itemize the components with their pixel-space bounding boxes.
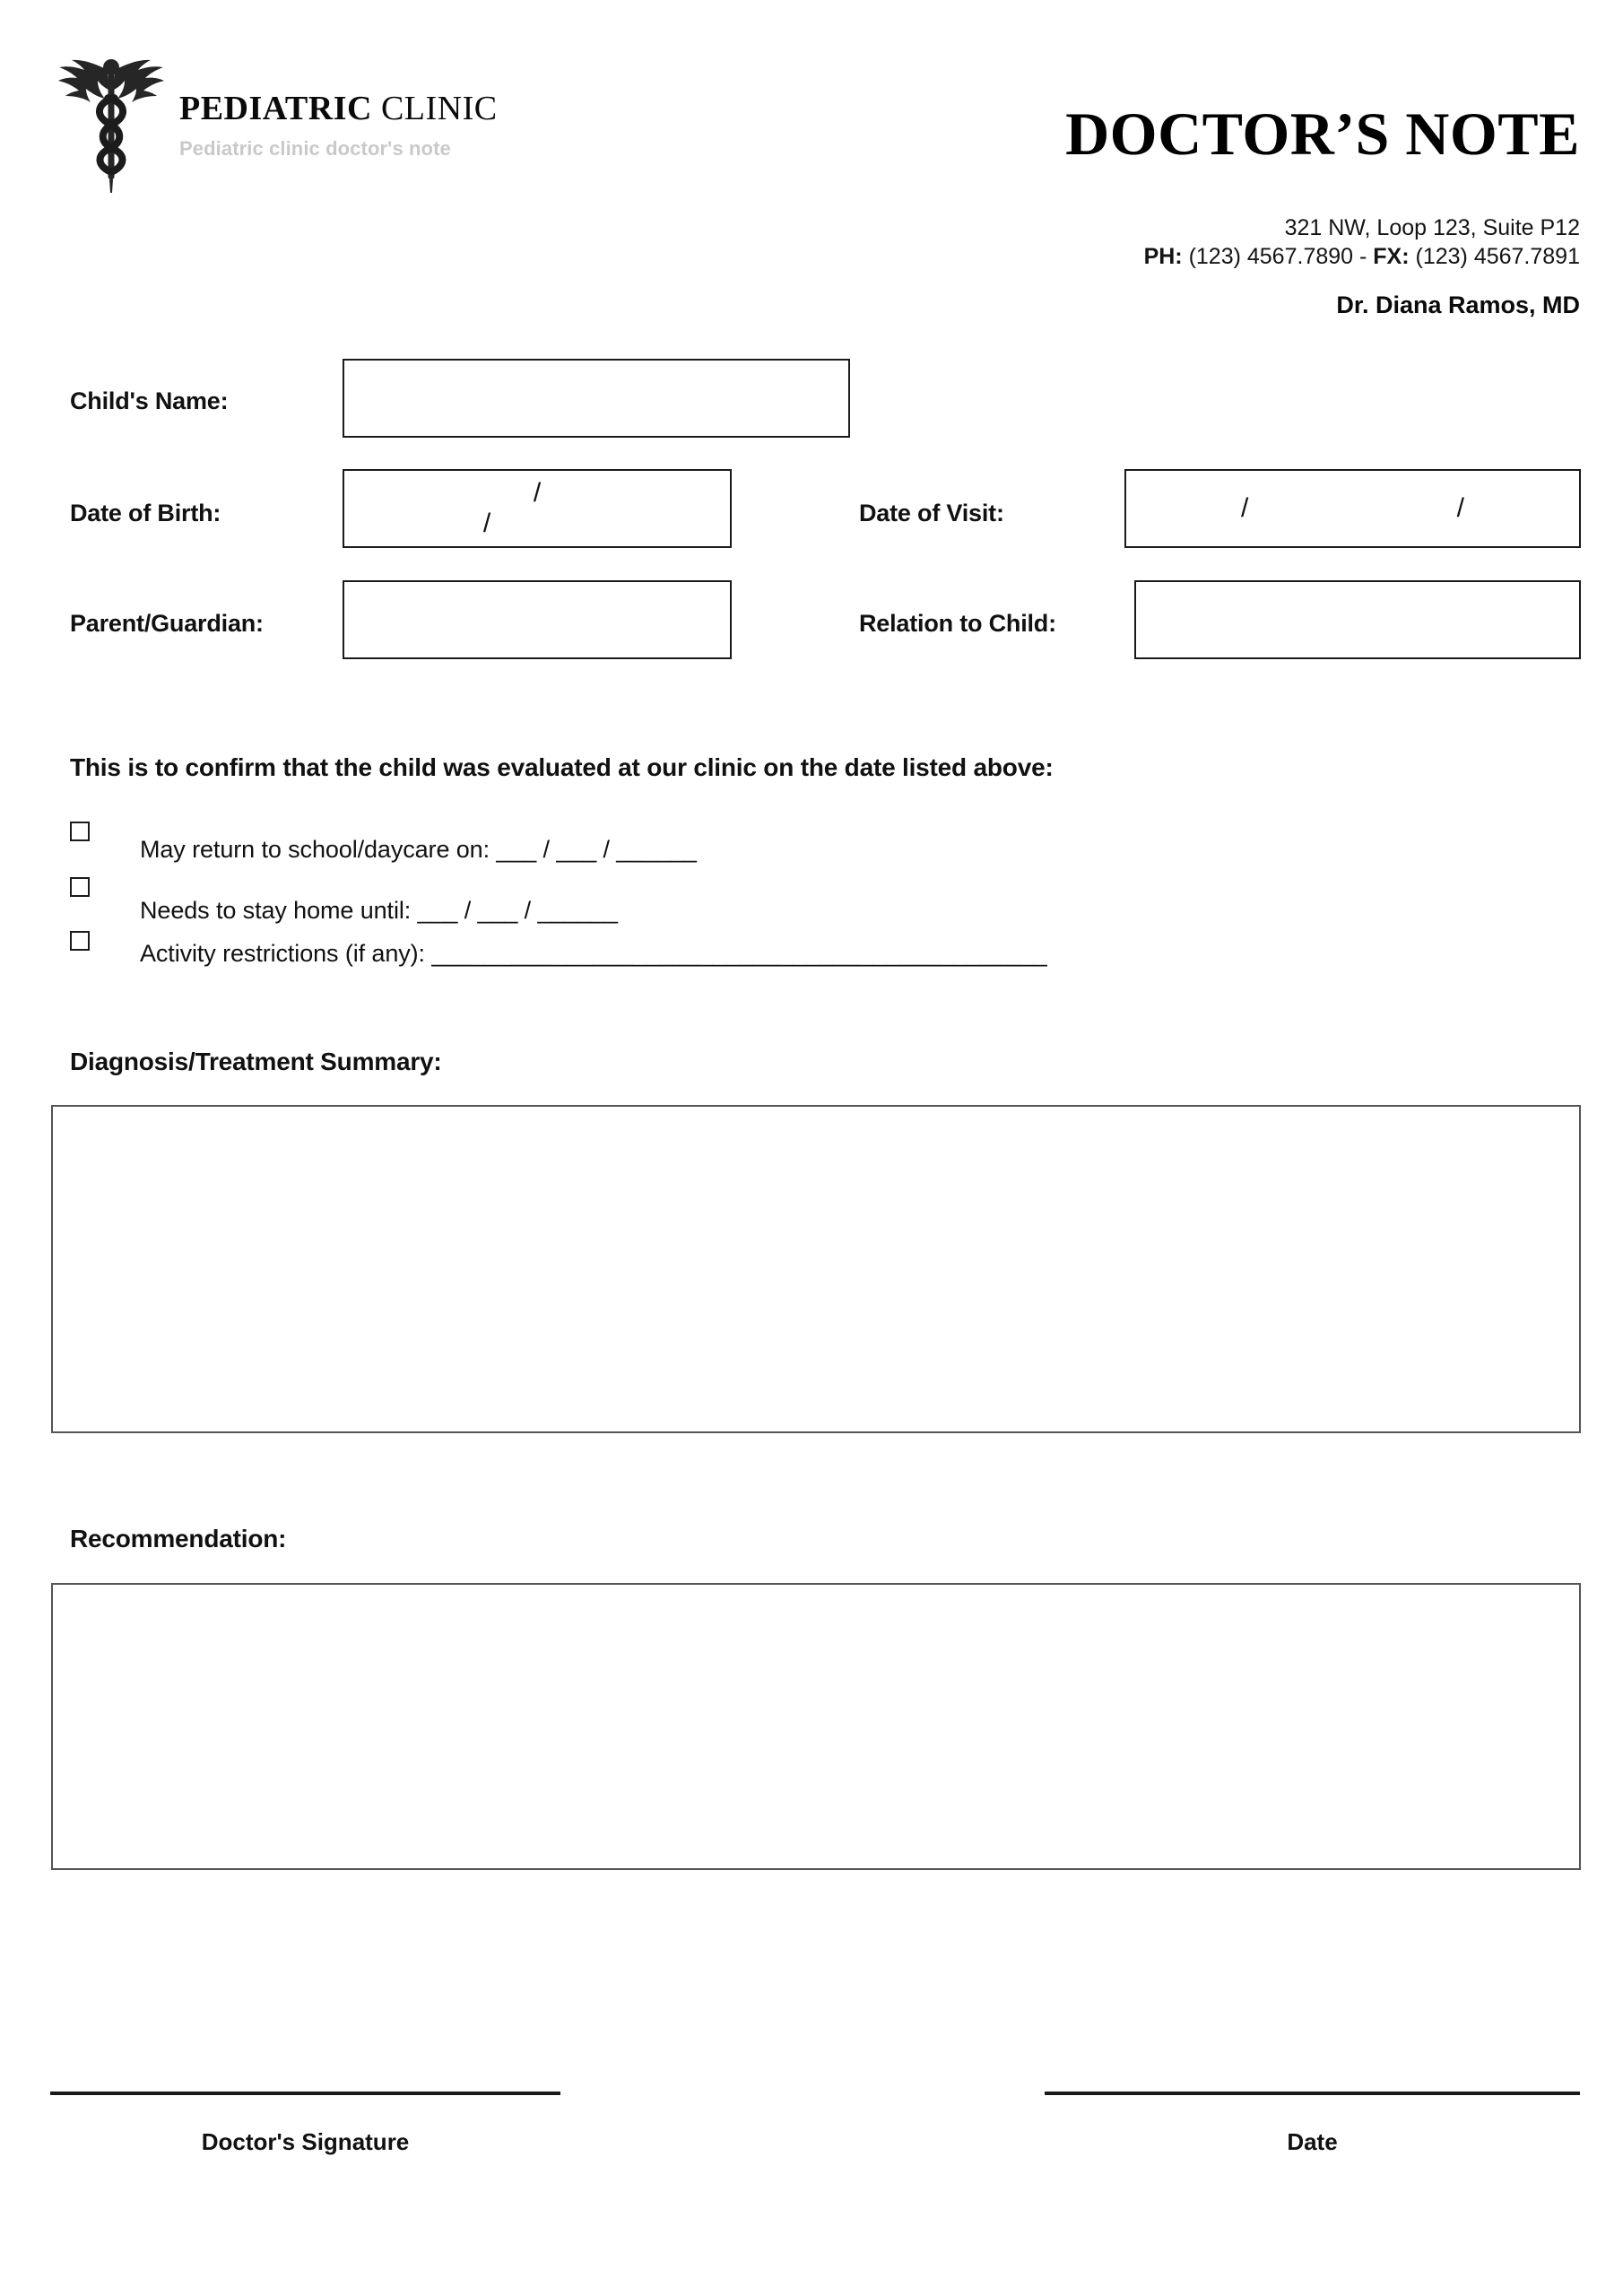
parent-guardian-label: Parent/Guardian: bbox=[70, 610, 264, 637]
document-header bbox=[0, 0, 1623, 341]
clinic-name bbox=[179, 91, 610, 126]
recommendation-heading: Recommendation: bbox=[70, 1525, 287, 1552]
child-name-label: Child's Name: bbox=[70, 387, 229, 414]
caduceus-icon bbox=[57, 47, 165, 197]
confirmation-statement: This is to confirm that the child was evaluated at our clinic on the date listed above: bbox=[70, 753, 1054, 781]
clinic-name-strong: PEDIATRIC bbox=[179, 90, 372, 127]
date-of-visit-label: Date of Visit: bbox=[859, 500, 1004, 526]
page-title: DOCTOR’S NOTE bbox=[1065, 100, 1580, 168]
phone-value: (123) 4567.7890 - bbox=[1182, 244, 1374, 269]
checkbox-label: Needs to stay home until: ___ / ___ / ______ bbox=[140, 897, 618, 924]
date-signature-line[interactable] bbox=[1045, 2092, 1580, 2095]
relation-to-child-input[interactable] bbox=[1134, 580, 1581, 659]
clinic-phone-fax bbox=[1144, 242, 1580, 271]
dob-slash-hints: / / bbox=[482, 478, 642, 538]
date-of-birth-label: Date of Birth: bbox=[70, 500, 221, 526]
checkbox-icon[interactable] bbox=[70, 931, 90, 951]
fax-value: (123) 4567.7891 bbox=[1409, 244, 1580, 269]
doctor-signature-line[interactable] bbox=[50, 2092, 560, 2095]
checkbox-label: Activity restrictions (if any): ______________________________________________ bbox=[140, 940, 1047, 967]
date-of-visit-input[interactable] bbox=[1124, 469, 1581, 548]
parent-guardian-input[interactable] bbox=[343, 580, 732, 659]
diagnosis-heading: Diagnosis/Treatment Summary: bbox=[70, 1048, 442, 1075]
clinic-logo bbox=[52, 45, 626, 197]
checkbox-icon[interactable] bbox=[70, 877, 90, 897]
date-of-birth-input[interactable] bbox=[343, 469, 732, 548]
clinic-name-light-word: CLINIC bbox=[380, 90, 498, 127]
phone-label: PH: bbox=[1143, 244, 1183, 269]
doctor-name: Dr. Diana Ramos, MD bbox=[1336, 291, 1580, 318]
diagnosis-textarea[interactable] bbox=[51, 1105, 1581, 1433]
clinic-tagline: Pediatric clinic doctor's note bbox=[179, 137, 451, 160]
doctor-signature-caption: Doctor's Signature bbox=[201, 2128, 410, 2155]
clinic-address: 321 NW, Loop 123, Suite P12 bbox=[1284, 215, 1580, 240]
clinic-name-light bbox=[372, 90, 381, 127]
checkbox-icon[interactable] bbox=[70, 822, 90, 841]
date-signature-caption: Date bbox=[1287, 2128, 1338, 2155]
fax-label: FX: bbox=[1373, 244, 1410, 269]
visit-slash-hints: / / bbox=[1240, 493, 1565, 523]
clinic-logo-text bbox=[179, 91, 610, 161]
child-name-input[interactable] bbox=[343, 359, 850, 438]
checkbox-label: May return to school/daycare on: ___ / ___ / ______ bbox=[140, 836, 697, 863]
clinic-contact-block bbox=[1144, 213, 1580, 271]
relation-to-child-label: Relation to Child: bbox=[859, 610, 1056, 637]
recommendation-textarea[interactable] bbox=[51, 1583, 1581, 1870]
